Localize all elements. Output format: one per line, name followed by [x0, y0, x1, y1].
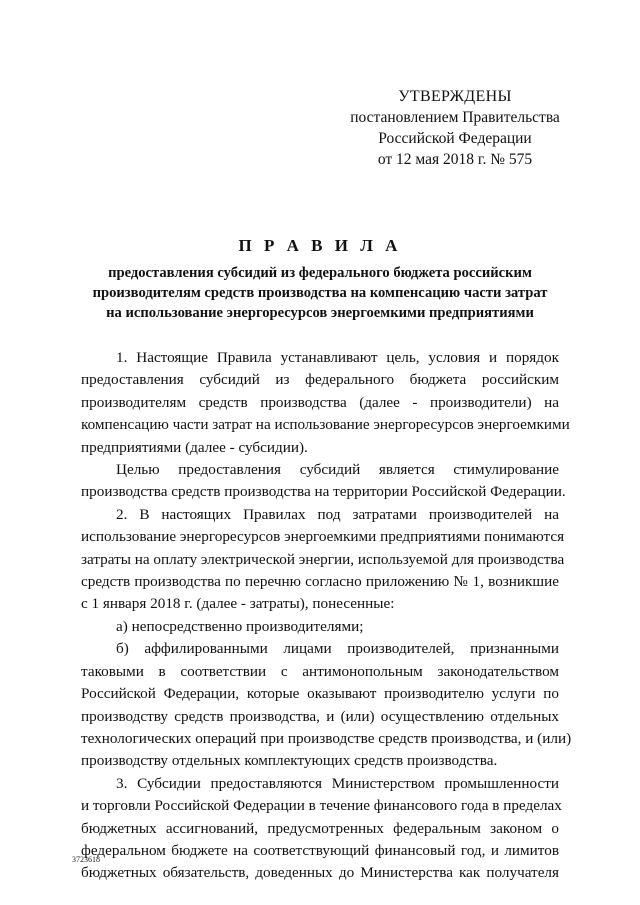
paragraph-line: предоставления субсидий из федерального бюджета российским: [81, 371, 559, 389]
paragraph-line: Российской Федерации, которые оказывают производителю услуги по: [81, 685, 559, 703]
paragraph-line: средств производства по перечню согласно приложению № 1, возникшие: [81, 573, 559, 591]
paragraph-line: компенсацию части затрат на использование энергоресурсов энергоемкими: [81, 416, 570, 434]
paragraph-line: затраты на оплату электрической энергии, используемой для производства: [81, 550, 565, 568]
paragraph-line: с 1 января 2018 г. (далее - затраты), понесенные:: [81, 595, 395, 613]
document-title: П Р А В И Л А: [238, 236, 402, 255]
subtitle-line: предоставления субсидий из федерального бюджета российским: [108, 265, 532, 281]
subtitle-line: производителям средств производства на компенсацию части затрат: [92, 285, 548, 301]
paragraph-line: бюджетных ассигнований, предусмотренных федеральным законом о: [81, 819, 559, 837]
paragraph: [81, 459, 566, 504]
paragraph: [81, 504, 565, 616]
paragraph: [81, 773, 562, 885]
paragraph-line: технологических операций при производстве средств производства, и (или): [81, 729, 572, 747]
approval-title: УТВЕРЖДЕНЫ: [398, 88, 512, 105]
paragraph-line: таковыми в соответствии с антимонопольным законодательством: [81, 662, 559, 680]
paragraph: [81, 638, 572, 772]
paragraph-line: и торговли Российской Федерации в течение финансового года в пределах: [81, 797, 562, 815]
document-subtitle: [70, 263, 570, 323]
paragraph: [81, 347, 570, 459]
paragraph: [81, 616, 559, 638]
paragraph-line: Целью предоставления субсидий является стимулирование: [116, 461, 559, 479]
approval-stamp: [340, 86, 570, 170]
paragraph-line: производителям средств производства (далее - производители) на: [81, 393, 559, 411]
approval-line-1: постановлением Правительства: [350, 109, 560, 126]
paragraph-line: использование энергоресурсов энергоемкими предприятиями понимаются: [81, 528, 565, 546]
paragraph-line: 3. Субсидии предоставляются Министерством промышленности: [116, 774, 559, 792]
subtitle-line: на использование энергоресурсов энергоемкими предприятиями: [106, 305, 534, 321]
paragraph-line: а) непосредственно производителями;: [116, 617, 364, 635]
paragraph-line: федеральном бюджете на соответствующий финансовый год, и лимитов: [81, 841, 559, 859]
document-body: [81, 347, 572, 885]
approval-line-2: Российской Федерации: [378, 130, 532, 147]
paragraph-line: производству средств производства, и (или) осуществлению отдельных: [81, 707, 559, 725]
paragraph-line: бюджетных обязательств, доведенных до Министерства как получателя: [81, 864, 559, 882]
paragraph-line: 2. В настоящих Правилах под затратами производителей на: [116, 505, 559, 523]
paragraph-line: б) аффилированными лицами производителей, признанными: [116, 640, 559, 658]
document-code: 3723618: [72, 855, 100, 864]
paragraph-line: предприятиями (далее - субсидии).: [81, 438, 308, 456]
approval-line-3: от 12 мая 2018 г. № 575: [377, 151, 533, 168]
paragraph-line: 1. Настоящие Правила устанавливают цель, условия и порядок: [116, 349, 559, 366]
paragraph-line: производству отдельных комплектующих средств производства.: [81, 752, 498, 770]
paragraph-line: производства средств производства на территории Российской Федерации.: [81, 483, 566, 501]
